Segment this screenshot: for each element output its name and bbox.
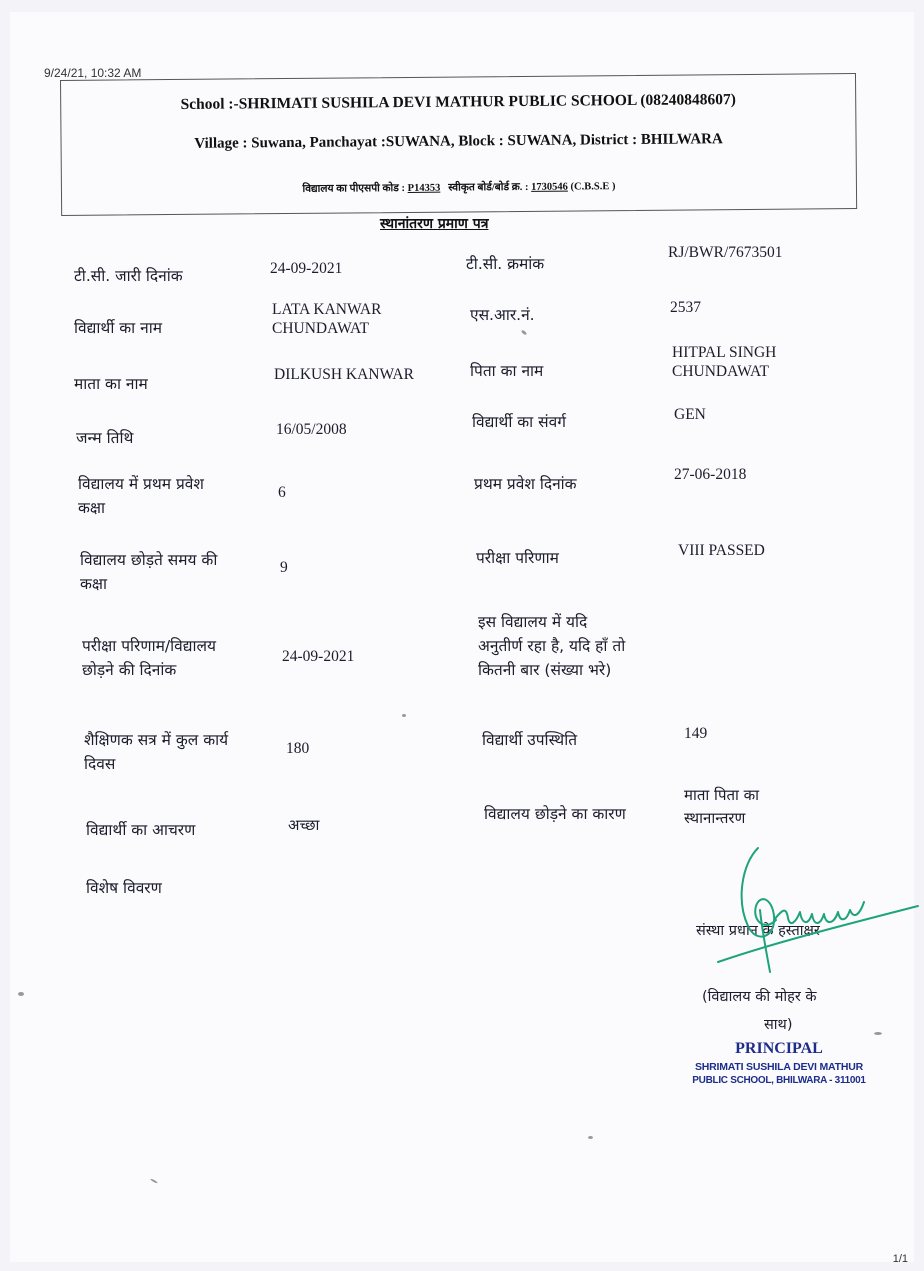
print-timestamp: 9/24/21, 10:32 AM <box>44 66 142 80</box>
attendance-label: विद्यार्थी उपस्थिति <box>482 731 578 749</box>
first-date-value: 27-06-2018 <box>674 466 747 483</box>
school-header-box <box>60 73 857 216</box>
page-number: 1/1 <box>892 1253 908 1265</box>
dob-label: जन्म तिथि <box>76 429 134 447</box>
leaving-reason-value <box>684 784 759 831</box>
leaving-reason-line2: स्थानान्तरण <box>684 809 746 828</box>
psp-code: P14353 <box>407 182 441 194</box>
scan-speck <box>588 1136 593 1139</box>
first-class-label-line2: कक्षा <box>78 499 106 518</box>
leaving-class-label-line1: विद्यालय छोड़ते समय की <box>80 551 218 569</box>
school-name: School :-SHRIMATI SUSHILA DEVI MATHUR PUBLIC SCHOOL (08240848607) <box>180 91 736 113</box>
first-class-label-line1: विद्यालय में प्रथम प्रवेश <box>78 475 204 493</box>
category-value: GEN <box>674 406 706 423</box>
leaving-class-value: 9 <box>280 559 288 576</box>
scan-speck <box>874 1032 882 1035</box>
father-name-value <box>672 344 776 381</box>
board-label: स्वीकृत बोर्ड/बोर्ड क्र. : <box>448 181 529 194</box>
head-signature-label: संस्था प्रधान के हस्ताक्षर <box>696 923 820 939</box>
student-name-value <box>272 301 381 338</box>
mother-name-label: माता का नाम <box>74 375 148 393</box>
father-name-line1: HITPAL SINGH <box>672 344 777 361</box>
mother-name-value: DILKUSH KANWAR <box>274 366 414 383</box>
first-class-value: 6 <box>278 484 286 501</box>
principal-stamp-line1: SHRIMATI SUSHILA DEVI MATHUR <box>694 1061 864 1073</box>
dob-value: 16/05/2008 <box>276 421 347 438</box>
father-name-line2: CHUNDAWAT <box>672 362 769 380</box>
principal-signature <box>700 840 922 980</box>
student-name-line2: CHUNDAWAT <box>272 319 369 337</box>
principal-stamp <box>686 1040 872 1086</box>
result-date-label-line2: छोड़ने की दिनांक <box>82 661 177 680</box>
result-date-label-line1: परीक्षा परिणाम/विद्यालय <box>82 637 216 655</box>
tc-number-value: RJ/BWR/7673501 <box>668 244 783 261</box>
seal-label-line2: साथ) <box>764 1017 793 1033</box>
work-days-value: 180 <box>286 740 310 757</box>
leaving-class-label <box>80 548 265 596</box>
school-codes <box>62 177 856 198</box>
leaving-reason-label: विद्यालय छोड़ने का कारण <box>484 805 626 823</box>
father-name-label: पिता का नाम <box>470 362 544 380</box>
result-value: VIII PASSED <box>678 542 765 559</box>
sr-number-label: एस.आर.नं. <box>470 306 535 324</box>
result-label: परीक्षा परिणाम <box>476 549 559 567</box>
work-days-label-line2: दिवस <box>84 755 116 774</box>
board-name: (C.B.S.E ) <box>570 181 616 193</box>
tc-date-value: 24-09-2021 <box>270 260 343 277</box>
scan-speck <box>18 992 24 996</box>
leaving-reason-line1: माता पिता का <box>684 786 760 804</box>
leaving-class-label-line2: कक्षा <box>80 575 108 594</box>
first-class-label <box>78 472 263 520</box>
conduct-value: अच्छा <box>288 816 320 834</box>
attendance-value: 149 <box>684 725 708 742</box>
principal-stamp-title: PRINCIPAL <box>735 1040 823 1057</box>
failed-count-label-line3: कितनी बार (संख्या भरे) <box>478 661 612 680</box>
result-date-value: 24-09-2021 <box>282 648 355 665</box>
failed-count-label-line2: अनुतीर्ण रहा है, यदि हाँ तो <box>478 637 626 656</box>
board-code: 1730546 <box>531 181 568 193</box>
tc-number-label: टी.सी. क्रमांक <box>466 255 545 273</box>
conduct-label: विद्यार्थी का आचरण <box>86 821 196 839</box>
first-date-label: प्रथम प्रवेश दिनांक <box>474 475 577 493</box>
result-date-label <box>82 634 267 682</box>
failed-count-label-line1: इस विद्यालय में यदि <box>478 613 588 631</box>
student-name-line1: LATA KANWAR <box>272 301 382 318</box>
principal-stamp-line2: PUBLIC SCHOOL, BHILWARA - 311001 <box>692 1075 866 1086</box>
school-address: Village : Suwana, Panchayat :SUWANA, Block : SUWANA, District : BHILWARA <box>194 131 723 152</box>
remarks-label: विशेष विवरण <box>86 879 162 897</box>
work-days-label <box>84 728 269 776</box>
certificate-title: स्थानांतरण प्रमाण पत्र <box>380 216 489 232</box>
seal-label-line1: (विद्यालय की मोहर के <box>702 989 817 1005</box>
work-days-label-line1: शैक्षिणक सत्र में कुल कार्य <box>84 731 229 749</box>
sr-number-value: 2537 <box>670 299 701 316</box>
failed-count-label <box>478 610 678 682</box>
psp-label: विद्यालय का पीएसपी कोड : <box>302 182 406 195</box>
category-label: विद्यार्थी का संवर्ग <box>472 413 566 431</box>
student-name-label: विद्यार्थी का नाम <box>74 319 162 337</box>
scan-speck <box>402 714 406 717</box>
tc-date-label: टी.सी. जारी दिनांक <box>74 267 183 285</box>
